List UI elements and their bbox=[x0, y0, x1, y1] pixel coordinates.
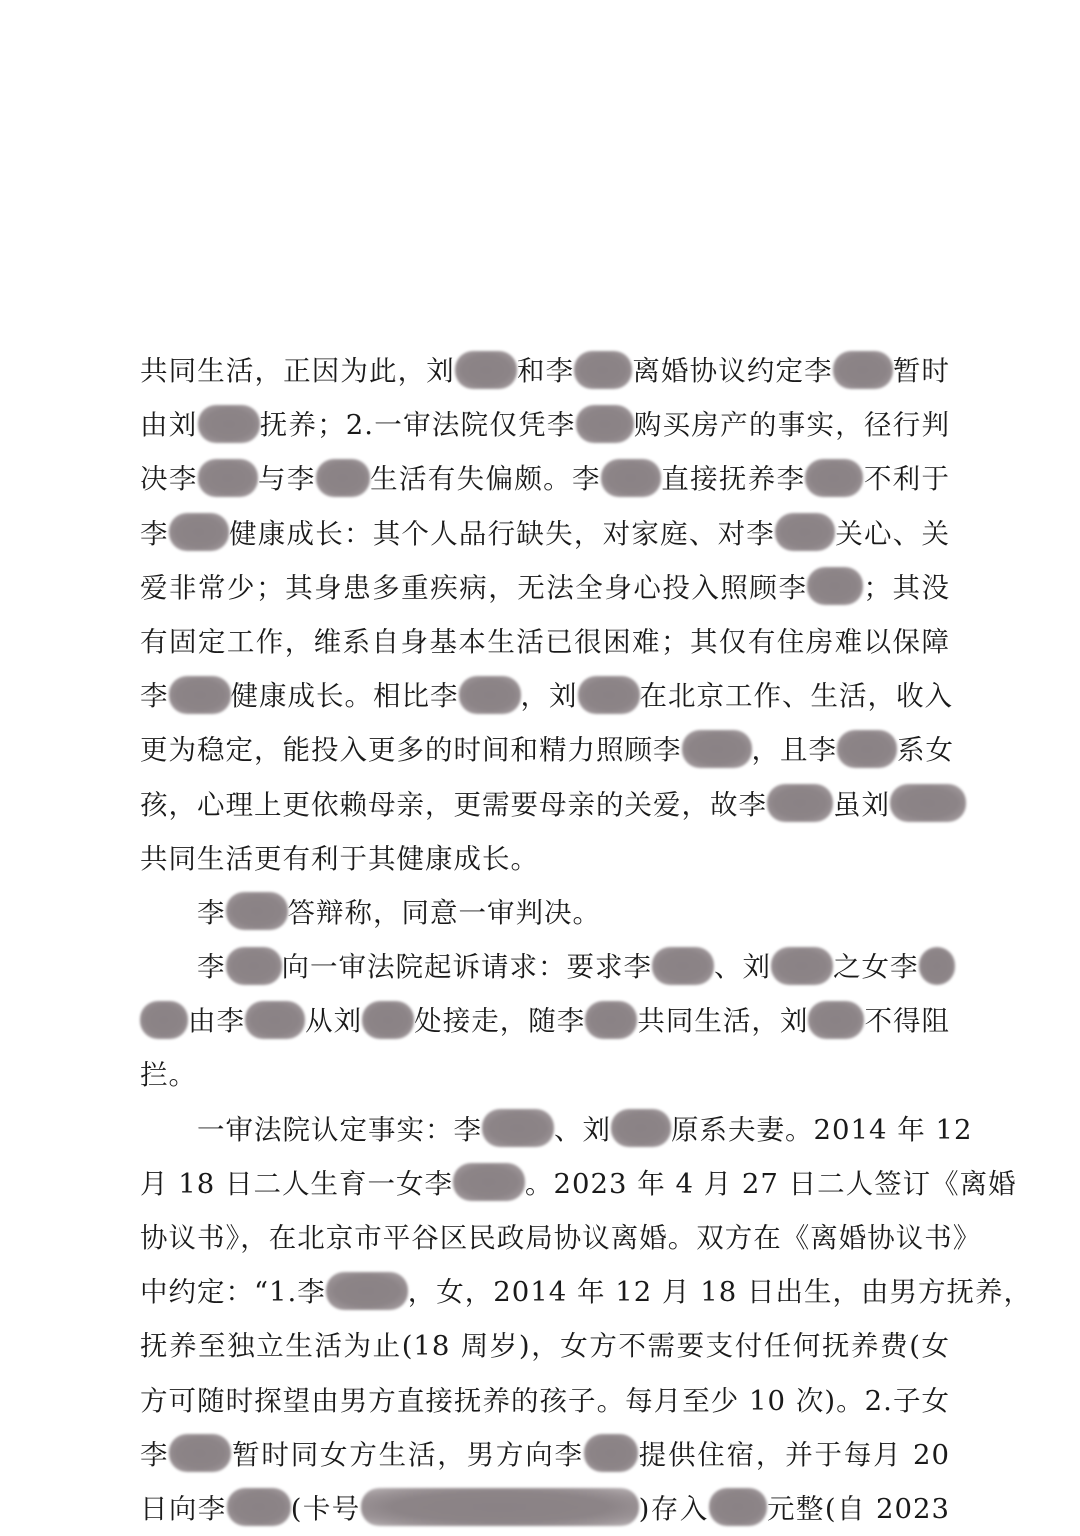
text-line bbox=[140, 940, 950, 994]
redaction-mark bbox=[833, 351, 893, 389]
text-segment: 系女 bbox=[897, 734, 954, 767]
text-segment: 共同生活，刘 bbox=[637, 1005, 809, 1038]
redaction-mark bbox=[574, 351, 632, 389]
text-segment: 李 bbox=[140, 1438, 170, 1471]
text-segment: 由李 bbox=[188, 1005, 246, 1038]
redaction-mark bbox=[585, 1001, 637, 1039]
text-segment: 抚养至独立生活为止(18 周岁)，女方不需要支付任何抚养费(女 bbox=[140, 1330, 950, 1363]
text-segment: 共同生活，正因为此，刘 bbox=[140, 355, 455, 387]
text-line bbox=[140, 1374, 950, 1428]
text-segment: 共同生活更有利于其健康成长。 bbox=[140, 842, 539, 875]
text-segment: 与李 bbox=[257, 463, 316, 496]
text-segment: 健康成长：其个人品行缺失，对家庭、对李 bbox=[228, 517, 776, 550]
text-segment: 李 bbox=[140, 951, 226, 984]
text-line bbox=[140, 452, 950, 506]
redaction-mark bbox=[767, 784, 833, 822]
redaction-mark bbox=[169, 513, 229, 551]
redaction-mark bbox=[226, 892, 288, 930]
text-segment: 方可随时探望由男方直接抚养的孩子。每月至少 10 次)。2.子女 bbox=[140, 1384, 950, 1417]
text-segment: ，刘 bbox=[520, 680, 578, 713]
redaction-mark bbox=[775, 513, 835, 551]
redaction-mark bbox=[890, 784, 966, 822]
text-segment: 一审法院认定事实：李 bbox=[140, 1113, 482, 1146]
redaction-mark bbox=[169, 1434, 231, 1472]
text-segment: 和李 bbox=[516, 355, 575, 387]
redaction-mark bbox=[611, 1109, 671, 1147]
text-segment: )存入 bbox=[638, 1492, 709, 1525]
text-segment: 直接抚养李 bbox=[660, 463, 806, 496]
text-segment: 答辩称，同意一审判决。 bbox=[287, 896, 601, 929]
text-segment: ；其没 bbox=[863, 571, 951, 604]
redaction-mark bbox=[837, 730, 897, 768]
text-segment: 、刘 bbox=[554, 1113, 611, 1146]
redaction-mark bbox=[576, 405, 634, 443]
text-line bbox=[140, 507, 950, 561]
text-line bbox=[140, 1265, 1032, 1319]
text-line bbox=[140, 1428, 950, 1482]
text-segment: 中约定：“1.李 bbox=[140, 1276, 326, 1309]
redaction-mark bbox=[805, 459, 863, 497]
text-segment: 关心、关 bbox=[835, 517, 951, 550]
text-segment: ，女，2014 年 12 月 18 日出生，由男方抚养， bbox=[407, 1276, 1032, 1309]
text-segment: 健康成长。相比李 bbox=[230, 680, 459, 713]
text-segment: 孩，心理上更依赖母亲，更需要母亲的关爱，故李 bbox=[140, 788, 767, 821]
text-line bbox=[140, 1482, 950, 1536]
redaction-mark bbox=[808, 1001, 864, 1039]
redaction-mark bbox=[227, 1488, 291, 1526]
redaction-mark bbox=[316, 459, 370, 497]
text-line bbox=[140, 1103, 973, 1157]
text-segment: 生活有失偏颇。李 bbox=[369, 463, 601, 496]
text-segment: 暂时 bbox=[892, 355, 950, 387]
redaction-mark bbox=[584, 1434, 638, 1472]
text-segment: 李 bbox=[140, 517, 169, 550]
text-segment: 由刘 bbox=[140, 409, 198, 442]
text-line bbox=[140, 344, 950, 398]
text-segment: 李 bbox=[140, 896, 226, 929]
text-segment: 元整(自 2023 bbox=[766, 1492, 951, 1525]
redaction-mark bbox=[482, 1109, 554, 1147]
text-line bbox=[140, 1211, 982, 1265]
text-segment: 处接走，随李 bbox=[414, 1005, 586, 1038]
text-line bbox=[140, 778, 950, 832]
text-segment: 拦。 bbox=[140, 1059, 197, 1092]
text-line bbox=[140, 398, 950, 452]
redaction-mark bbox=[709, 1488, 767, 1526]
redaction-mark bbox=[361, 1488, 639, 1526]
text-segment: 决李 bbox=[140, 463, 198, 496]
redaction-mark bbox=[652, 947, 714, 985]
text-segment: 向一审法院起诉请求：要求李 bbox=[281, 951, 652, 984]
text-line bbox=[140, 832, 950, 886]
text-segment: 月 18 日二人生育一女李 bbox=[140, 1167, 453, 1200]
text-segment: 、刘 bbox=[714, 951, 771, 984]
text-line bbox=[140, 669, 953, 723]
redaction-mark bbox=[169, 676, 231, 714]
text-line bbox=[140, 994, 950, 1048]
redaction-mark bbox=[198, 405, 260, 443]
redaction-mark bbox=[362, 1001, 414, 1039]
redaction-mark bbox=[919, 947, 955, 985]
redaction-mark bbox=[578, 676, 640, 714]
text-segment: 日向李 bbox=[140, 1492, 227, 1525]
text-segment: 协议书》，在北京市平谷区民政局协议离婚。双方在《离婚协议书》 bbox=[140, 1222, 982, 1254]
redaction-mark bbox=[682, 730, 752, 768]
redaction-mark bbox=[198, 459, 258, 497]
text-segment: 离婚协议约定李 bbox=[632, 355, 833, 387]
redaction-mark bbox=[140, 1001, 188, 1039]
text-segment: 抚养；2.一审法院仅凭李 bbox=[259, 409, 576, 442]
text-segment: 暂时同女方生活，男方向李 bbox=[231, 1438, 584, 1471]
text-segment: 李 bbox=[140, 680, 169, 713]
text-segment: 从刘 bbox=[305, 1005, 363, 1038]
text-line bbox=[140, 886, 950, 940]
text-segment: 有固定工作，维系自身基本生活已很困难；其仅有住房难以保障 bbox=[140, 625, 950, 658]
text-segment: 不得阻 bbox=[864, 1005, 951, 1038]
redaction-mark bbox=[245, 1001, 305, 1039]
text-segment: 之女李 bbox=[833, 951, 919, 984]
redaction-mark bbox=[807, 567, 863, 605]
text-segment: 购买房产的事实，径行判 bbox=[633, 409, 951, 442]
redaction-mark bbox=[326, 1272, 408, 1310]
text-segment: 更为稳定，能投入更多的时间和精力照顾李 bbox=[140, 734, 682, 767]
text-segment: 不利于 bbox=[863, 463, 951, 496]
redaction-mark bbox=[226, 947, 282, 985]
redaction-mark bbox=[771, 947, 833, 985]
text-line bbox=[140, 615, 950, 669]
redaction-mark bbox=[455, 351, 517, 389]
text-line bbox=[140, 1157, 1017, 1211]
text-segment: 原系夫妻。2014 年 12 bbox=[671, 1113, 973, 1146]
text-segment: 在北京工作、生活，收入 bbox=[639, 680, 953, 713]
text-segment: 爱非常少；其身患多重疾病，无法全身心投入照顾李 bbox=[140, 571, 808, 604]
text-segment: 虽刘 bbox=[833, 788, 890, 821]
document-body bbox=[140, 344, 1032, 1536]
text-line bbox=[140, 723, 954, 777]
redaction-mark bbox=[459, 676, 521, 714]
text-line bbox=[140, 1319, 950, 1373]
text-segment: 。2023 年 4 月 27 日二人签订《离婚 bbox=[524, 1167, 1017, 1200]
text-segment: 提供住宿，并于每月 20 bbox=[637, 1438, 951, 1471]
text-segment: ，且李 bbox=[751, 734, 837, 767]
text-line bbox=[140, 561, 950, 615]
text-segment: (卡号 bbox=[290, 1492, 361, 1525]
redaction-mark bbox=[453, 1163, 525, 1201]
redaction-mark bbox=[601, 459, 661, 497]
text-line bbox=[140, 1048, 950, 1102]
